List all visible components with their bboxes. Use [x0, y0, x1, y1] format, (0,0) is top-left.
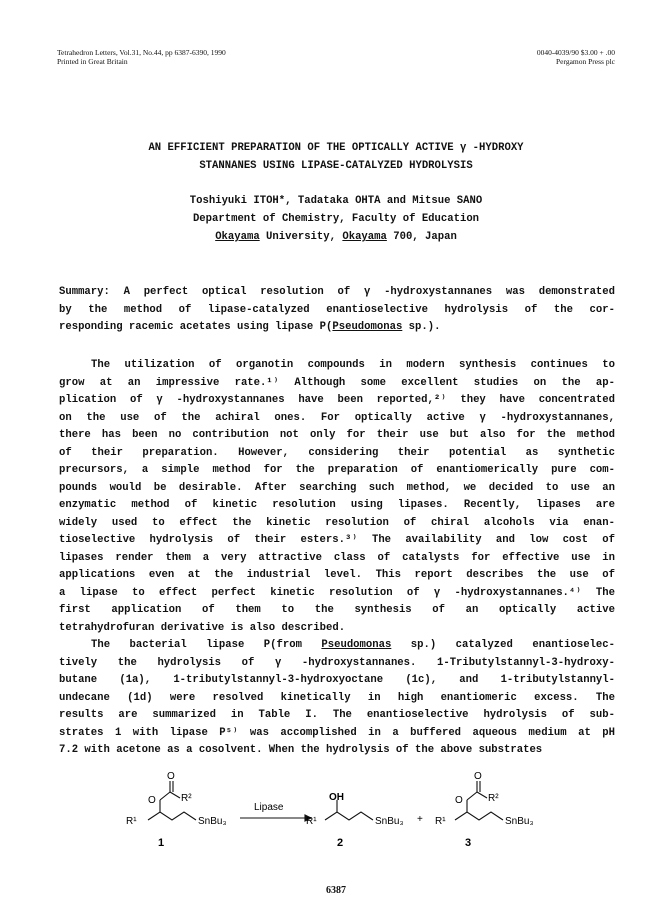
author-names: Toshiyuki ITOH*, Tadataka OHTA and Mitsue SANO — [189, 195, 483, 207]
summary-line: responding racemic acetates using lipase P(Pseudomonas sp.). — [59, 321, 441, 333]
paragraph-line: tioselective hydrolysis of their esters.³⁾ The availability and low cost of — [59, 534, 615, 546]
compound-3-number: 3 — [465, 837, 472, 849]
r2-label: R² — [181, 793, 192, 804]
r1-label: R¹ — [306, 816, 317, 827]
paragraph-line: The bacterial lipase P(from Pseudomonas sp.) catalyzed enantioselec- — [91, 639, 615, 651]
paragraph-line: applications even at the industrial level. This report describes the use of — [59, 569, 615, 581]
lipase-label: Lipase — [254, 802, 284, 813]
paragraph-line: undecane (1d) were resolved kinetically in high enantiomeric excess. The — [59, 691, 615, 704]
summary-line: by the method of lipase-catalyzed enantioselective hydrolysis of the cor- — [59, 303, 615, 316]
paragraph-1 — [59, 357, 615, 637]
paper-title — [0, 139, 672, 175]
title-line-1: AN EFFICIENT PREPARATION OF THE OPTICALLY ACTIVE γ -HYDROXY — [148, 142, 524, 154]
ester-oxygen-label: O — [148, 795, 156, 806]
affiliation-university: Okayama University, Okayama 700, Japan — [215, 231, 457, 243]
affiliation-dept: Department of Chemistry, Faculty of Education — [192, 213, 480, 225]
paragraph-line: a lipase to effect perfect kinetic resolution of γ -hydroxystannanes.⁴⁾ The — [59, 586, 615, 599]
paragraph-line: enzymatic method of kinetic resolution using lipases. Recently, lipases are — [59, 499, 615, 511]
r1-label: R¹ — [435, 816, 446, 827]
author-block — [0, 192, 672, 246]
journal-header — [57, 48, 226, 66]
plus-sign: + — [417, 814, 423, 825]
printed-in: Printed in Great Britain — [57, 57, 128, 66]
snbu3-label: SnBu₃ — [505, 816, 534, 827]
page-number: 6387 — [326, 885, 346, 896]
publisher-name: Pergamon Press plc — [555, 57, 615, 66]
ester-oxygen-label: O — [455, 795, 463, 806]
paragraph-line: strates 1 with lipase P⁵⁾ was accomplished in a buffered aqueous medium at pH — [59, 726, 615, 739]
paragraph-line: 7.2 with acetone as a cosolvent. When the hydrolysis of the above substrates — [59, 744, 543, 756]
paragraph-line: plication of γ -hydroxystannanes have been reported,²⁾ they have concentrated — [59, 394, 615, 406]
issn-price: 0040-4039/90 $3.00 + .00 — [536, 48, 615, 57]
r2-label: R² — [488, 793, 499, 804]
compound-1-number: 1 — [158, 837, 165, 849]
paragraph-line: on the use of the achiral ones. For optically active γ -hydroxystannanes, — [59, 411, 615, 424]
paragraph-2 — [59, 637, 615, 760]
carbonyl-oxygen-label: O — [474, 771, 482, 782]
paragraph-line: tetrahydrofuran derivative is also described. — [59, 621, 346, 634]
reaction-arrow — [240, 815, 311, 821]
summary — [59, 284, 615, 337]
paragraph-line: widely used to effect the kinetic resolution of chiral alcohols via enan- — [59, 516, 615, 529]
paragraph-line: pounds would be desirable. After searching such method, we decided to use an — [59, 481, 615, 494]
paragraph-line: lipases render them a very attractive class of catalysts for effective use in — [59, 551, 615, 564]
paragraph-line: tively the hydrolysis of γ -hydroxystannanes. 1-Tributylstannyl-3-hydroxy- — [59, 656, 615, 669]
paragraph-line: grow at an impressive rate.¹⁾ Although some excellent studies on the ap- — [59, 376, 615, 389]
r1-label: R¹ — [126, 816, 137, 827]
publisher-header — [537, 48, 615, 66]
reaction-scheme — [110, 770, 570, 860]
summary-line: Summary: A perfect optical resolution of γ -hydroxystannanes was demonstrated — [59, 286, 615, 298]
paragraph-line: butane (1a), 1-tributylstannyl-3-hydroxyoctane (1c), and 1-tributylstannyl- — [59, 674, 615, 686]
paragraph-line: of their preparation. However, considering their potential as synthetic — [59, 446, 615, 459]
paragraph-line: there has been no contribution not only for their use but also for the method — [59, 429, 615, 441]
paragraph-line: results are summarized in Table I. The enantioselective hydrolysis of sub- — [59, 709, 615, 721]
title-line-2: STANNANES USING LIPASE-CATALYZED HYDROLYSIS — [199, 160, 473, 172]
hydroxyl-label: OH — [329, 792, 344, 803]
paragraph-line: first application of them to the synthesis of an optically active — [59, 604, 615, 616]
carbonyl-oxygen-label: O — [167, 771, 175, 782]
paragraph-line: The utilization of organotin compounds in modern synthesis continues to — [91, 359, 615, 371]
snbu3-label: SnBu₃ — [198, 816, 227, 827]
paragraph-line: precursors, a simple method for the preparation of enantiomerically pure com- — [59, 464, 615, 476]
compound-2-number: 2 — [337, 837, 344, 849]
snbu3-label: SnBu₃ — [375, 816, 404, 827]
journal-citation: Tetrahedron Letters, Vol.31, No.44, pp 6387-6390, 1990 — [57, 48, 226, 57]
compound-2-structure — [325, 800, 373, 820]
